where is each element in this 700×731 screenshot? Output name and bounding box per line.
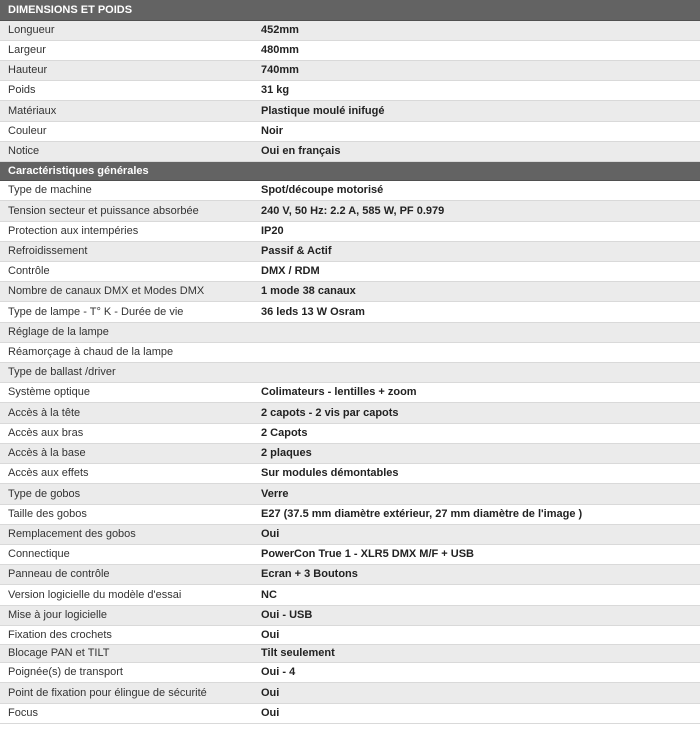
spec-value: 1 mode 38 canaux xyxy=(253,281,700,301)
spec-row xyxy=(0,100,700,121)
spec-value: 2 plaques xyxy=(253,443,700,463)
spec-row xyxy=(0,443,700,463)
spec-value: Verre xyxy=(253,483,700,504)
spec-row xyxy=(0,322,700,342)
spec-value: Spot/découpe motorisé xyxy=(253,180,700,200)
spec-value: Passif & Actif xyxy=(253,241,700,261)
spec-row xyxy=(0,524,700,544)
spec-row xyxy=(0,241,700,261)
spec-row xyxy=(0,402,700,423)
spec-value xyxy=(253,342,700,362)
spec-value: Oui en français xyxy=(253,141,700,161)
spec-row xyxy=(0,625,700,644)
spec-row xyxy=(0,141,700,161)
spec-value: Noir xyxy=(253,121,700,141)
spec-value: DMX / RDM xyxy=(253,261,700,281)
spec-label: Accès à la base xyxy=(0,443,253,463)
spec-value: Sur modules démontables xyxy=(253,463,700,483)
spec-row xyxy=(0,504,700,524)
spec-row xyxy=(0,261,700,281)
spec-row xyxy=(0,584,700,605)
spec-value: Oui - USB xyxy=(253,605,700,625)
spec-row xyxy=(0,423,700,443)
spec-label: Blocage PAN et TILT xyxy=(0,644,253,662)
spec-label: Taille des gobos xyxy=(0,504,253,524)
spec-value: Tilt seulement xyxy=(253,644,700,662)
spec-row xyxy=(0,180,700,200)
spec-value: Ecran + 3 Boutons xyxy=(253,564,700,584)
spec-value: NC xyxy=(253,584,700,605)
spec-label: Contrôle xyxy=(0,261,253,281)
spec-row xyxy=(0,682,700,703)
spec-row xyxy=(0,564,700,584)
spec-value: 740mm xyxy=(253,60,700,80)
spec-value: Oui xyxy=(253,625,700,644)
spec-label: Poignée(s) de transport xyxy=(0,662,253,682)
spec-label: Réamorçage à chaud de la lampe xyxy=(0,342,253,362)
spec-row xyxy=(0,703,700,723)
spec-row xyxy=(0,20,700,40)
spec-value xyxy=(253,322,700,342)
spec-value: 452mm xyxy=(253,20,700,40)
spec-row xyxy=(0,40,700,60)
spec-row xyxy=(0,281,700,301)
spec-value: IP20 xyxy=(253,221,700,241)
spec-row xyxy=(0,463,700,483)
spec-row xyxy=(0,60,700,80)
spec-label: Accès à la tête xyxy=(0,402,253,423)
spec-value: PowerCon True 1 - XLR5 DMX M/F + USB xyxy=(253,544,700,564)
spec-value: 2 capots - 2 vis par capots xyxy=(253,402,700,423)
spec-label: Type de machine xyxy=(0,180,253,200)
spec-row xyxy=(0,342,700,362)
section-header xyxy=(0,0,700,20)
spec-label: Version logicielle du modèle d'essai xyxy=(0,584,253,605)
spec-label: Type de gobos xyxy=(0,483,253,504)
spec-label: Tension secteur et puissance absorbée xyxy=(0,200,253,221)
spec-row xyxy=(0,80,700,100)
section-title: DIMENSIONS ET POIDS xyxy=(0,0,700,20)
spec-label: Type de lampe - T° K - Durée de vie xyxy=(0,301,253,322)
spec-label: Nombre de canaux DMX et Modes DMX xyxy=(0,281,253,301)
spec-label: Hauteur xyxy=(0,60,253,80)
spec-value: 31 kg xyxy=(253,80,700,100)
spec-label: Mise à jour logicielle xyxy=(0,605,253,625)
section-title: Caractéristiques générales xyxy=(0,161,700,180)
spec-label: Refroidissement xyxy=(0,241,253,261)
spec-label: Longueur xyxy=(0,20,253,40)
spec-label: Système optique xyxy=(0,382,253,402)
spec-label: Accès aux bras xyxy=(0,423,253,443)
section-header xyxy=(0,161,700,180)
spec-label: Poids xyxy=(0,80,253,100)
spec-row xyxy=(0,662,700,682)
spec-label: Type de ballast /driver xyxy=(0,362,253,382)
spec-label: Matériaux xyxy=(0,100,253,121)
spec-row xyxy=(0,544,700,564)
spec-row xyxy=(0,605,700,625)
spec-label: Notice xyxy=(0,141,253,161)
spec-value: Oui xyxy=(253,524,700,544)
spec-row xyxy=(0,301,700,322)
spec-row xyxy=(0,121,700,141)
spec-label: Focus xyxy=(0,703,253,723)
spec-value: 36 leds 13 W Osram xyxy=(253,301,700,322)
spec-row xyxy=(0,200,700,221)
spec-row xyxy=(0,483,700,504)
spec-row xyxy=(0,362,700,382)
spec-label: Panneau de contrôle xyxy=(0,564,253,584)
spec-value: Colimateurs - lentilles + zoom xyxy=(253,382,700,402)
spec-value: Plastique moulé inifugé xyxy=(253,100,700,121)
spec-value: E27 (37.5 mm diamètre extérieur, 27 mm diamètre de l'image ) xyxy=(253,504,700,524)
spec-value xyxy=(253,362,700,382)
spec-value: 480mm xyxy=(253,40,700,60)
spec-label: Accès aux effets xyxy=(0,463,253,483)
spec-value: Oui - 4 xyxy=(253,662,700,682)
spec-label: Point de fixation pour élingue de sécurité xyxy=(0,682,253,703)
spec-row xyxy=(0,644,700,662)
spec-label: Couleur xyxy=(0,121,253,141)
spec-label: Remplacement des gobos xyxy=(0,524,253,544)
spec-label: Réglage de la lampe xyxy=(0,322,253,342)
spec-label: Fixation des crochets xyxy=(0,625,253,644)
spec-label: Connectique xyxy=(0,544,253,564)
spec-value: Oui xyxy=(253,682,700,703)
spec-value: 240 V, 50 Hz: 2.2 A, 585 W, PF 0.979 xyxy=(253,200,700,221)
spec-row xyxy=(0,382,700,402)
spec-label: Largeur xyxy=(0,40,253,60)
spec-value: 2 Capots xyxy=(253,423,700,443)
spec-row xyxy=(0,221,700,241)
spec-value: Oui xyxy=(253,703,700,723)
spec-label: Protection aux intempéries xyxy=(0,221,253,241)
